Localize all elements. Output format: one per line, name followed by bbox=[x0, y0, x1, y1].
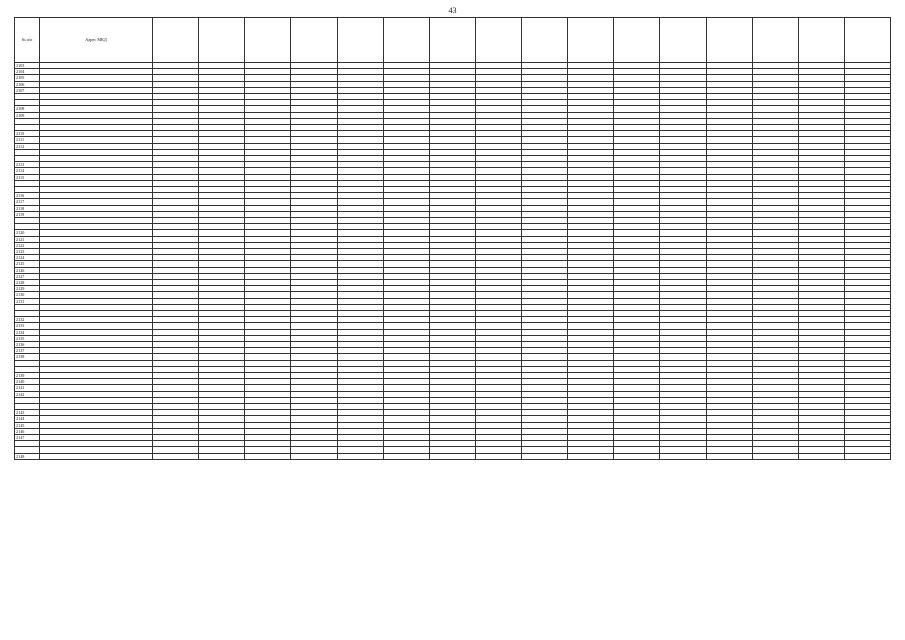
column-header bbox=[522, 18, 568, 63]
table-cell bbox=[522, 453, 568, 459]
table-cell: 2113 bbox=[15, 162, 40, 168]
table-cell: 2115 bbox=[15, 174, 40, 180]
table-cell: 2119 bbox=[15, 211, 40, 217]
column-header bbox=[475, 18, 521, 63]
column-header: № п/п bbox=[15, 18, 40, 63]
table-cell: 2122 bbox=[15, 242, 40, 248]
table-cell: 2146 bbox=[15, 428, 40, 434]
table-cell: 2118 bbox=[15, 205, 40, 211]
column-header bbox=[706, 18, 752, 63]
table-cell bbox=[245, 453, 291, 459]
table-cell: 2139 bbox=[15, 372, 40, 378]
table-cell: 2125 bbox=[15, 261, 40, 267]
table-cell: 2106 bbox=[15, 81, 40, 87]
table-cell: 2126 bbox=[15, 267, 40, 273]
column-header bbox=[844, 18, 890, 63]
table-cell: 2142 bbox=[15, 391, 40, 397]
column-header bbox=[245, 18, 291, 63]
table-cell: 2132 bbox=[15, 317, 40, 323]
table-row bbox=[15, 453, 891, 459]
column-header bbox=[337, 18, 383, 63]
table-cell bbox=[798, 453, 844, 459]
table-cell: 2107 bbox=[15, 87, 40, 93]
table-cell: 2103 bbox=[15, 63, 40, 69]
column-header bbox=[199, 18, 245, 63]
column-header bbox=[798, 18, 844, 63]
table-cell: 2145 bbox=[15, 422, 40, 428]
table-cell bbox=[475, 453, 521, 459]
column-header bbox=[568, 18, 614, 63]
table-cell: 2147 bbox=[15, 434, 40, 440]
table-cell bbox=[844, 453, 890, 459]
table-cell: 2136 bbox=[15, 341, 40, 347]
table-cell: 2130 bbox=[15, 292, 40, 298]
table-cell: 2144 bbox=[15, 416, 40, 422]
table-cell bbox=[40, 453, 153, 459]
table-cell: 2128 bbox=[15, 279, 40, 285]
table-cell bbox=[383, 453, 429, 459]
header-row bbox=[15, 18, 891, 63]
table-cell: 2143 bbox=[15, 410, 40, 416]
table-cell: 2108 bbox=[15, 106, 40, 112]
column-header bbox=[383, 18, 429, 63]
table-cell bbox=[660, 453, 706, 459]
table-cell: 2148 bbox=[15, 453, 40, 459]
table-cell: 2117 bbox=[15, 199, 40, 205]
table-cell bbox=[337, 453, 383, 459]
table-cell: 2111 bbox=[15, 137, 40, 143]
table-cell: 2105 bbox=[15, 75, 40, 81]
table-cell: 2138 bbox=[15, 354, 40, 360]
table-cell: 2121 bbox=[15, 236, 40, 242]
table-cell: 2123 bbox=[15, 248, 40, 254]
table-cell: 2124 bbox=[15, 255, 40, 261]
column-header: Адрес МКД bbox=[40, 18, 153, 63]
table-cell bbox=[291, 453, 337, 459]
table-body bbox=[15, 63, 891, 460]
table-cell bbox=[568, 453, 614, 459]
table-cell bbox=[614, 453, 660, 459]
table-cell: 2127 bbox=[15, 273, 40, 279]
table-cell: 2112 bbox=[15, 143, 40, 149]
table-cell: 2109 bbox=[15, 112, 40, 118]
page-number: 43 bbox=[448, 6, 457, 15]
table-cell bbox=[199, 453, 245, 459]
table-cell: 2129 bbox=[15, 286, 40, 292]
table-cell: 2110 bbox=[15, 131, 40, 137]
table-cell bbox=[706, 453, 752, 459]
column-header bbox=[614, 18, 660, 63]
table-cell: 2137 bbox=[15, 348, 40, 354]
table-cell: 2133 bbox=[15, 323, 40, 329]
column-header bbox=[752, 18, 798, 63]
table-cell: 2135 bbox=[15, 335, 40, 341]
table-cell bbox=[153, 453, 199, 459]
table-cell: 2134 bbox=[15, 329, 40, 335]
column-header bbox=[291, 18, 337, 63]
table-cell: 2114 bbox=[15, 168, 40, 174]
table-cell: 2141 bbox=[15, 385, 40, 391]
table-cell: 2120 bbox=[15, 230, 40, 236]
column-header bbox=[660, 18, 706, 63]
column-header bbox=[429, 18, 475, 63]
table-cell: 2131 bbox=[15, 298, 40, 304]
table-cell: 2116 bbox=[15, 193, 40, 199]
housing-table bbox=[14, 17, 891, 460]
table-cell: 2140 bbox=[15, 379, 40, 385]
table-cell bbox=[429, 453, 475, 459]
table-cell bbox=[752, 453, 798, 459]
column-header bbox=[153, 18, 199, 63]
table-cell: 2104 bbox=[15, 69, 40, 75]
